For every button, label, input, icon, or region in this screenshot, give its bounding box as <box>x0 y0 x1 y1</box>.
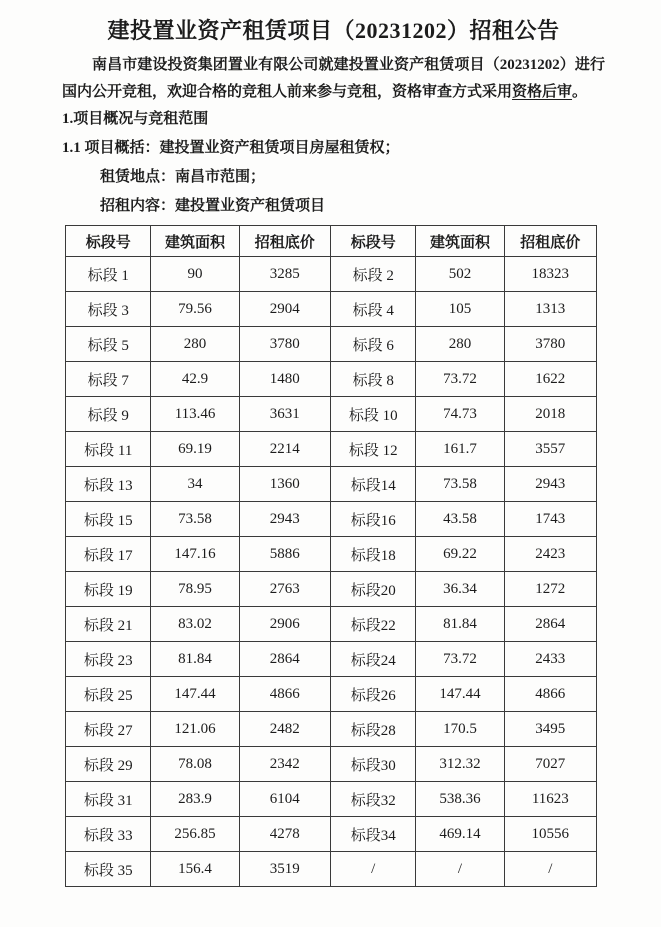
price-cell: 3631 <box>239 397 330 432</box>
underlined-phrase: 资格后审 <box>512 84 573 100</box>
column-header: 标段号 <box>66 226 151 257</box>
table-row <box>66 852 597 887</box>
column-header: 建筑面积 <box>416 226 504 257</box>
area-cell: 36.34 <box>416 572 504 607</box>
area-cell: 161.7 <box>416 432 504 467</box>
table-row <box>66 572 597 607</box>
area-cell: 73.72 <box>416 362 504 397</box>
section-id-cell: 标段 11 <box>66 432 151 467</box>
section-id-cell: 标段 9 <box>66 397 151 432</box>
area-cell: 256.85 <box>151 817 239 852</box>
section-id-cell: 标段16 <box>330 502 415 537</box>
table-row <box>66 747 597 782</box>
price-cell: 3519 <box>239 852 330 887</box>
price-cell: 1480 <box>239 362 330 397</box>
price-cell: 3557 <box>504 432 596 467</box>
column-header: 标段号 <box>330 226 415 257</box>
price-cell: 2018 <box>504 397 596 432</box>
section-1-heading: 1.项目概况与竞租范围 <box>62 111 209 127</box>
section-id-cell: 标段 21 <box>66 607 151 642</box>
price-cell: 1272 <box>504 572 596 607</box>
table-row <box>66 677 597 712</box>
price-cell: 2906 <box>239 607 330 642</box>
price-cell: 2864 <box>239 642 330 677</box>
section-id-cell: 标段30 <box>330 747 415 782</box>
area-cell: 79.56 <box>151 292 239 327</box>
price-cell: 3495 <box>504 712 596 747</box>
area-cell: 78.95 <box>151 572 239 607</box>
price-cell: 4866 <box>239 677 330 712</box>
area-cell: 34 <box>151 467 239 502</box>
area-cell: 469.14 <box>416 817 504 852</box>
intro-text-end: 。 <box>572 84 588 100</box>
price-cell: 11623 <box>504 782 596 817</box>
section-id-cell: 标段22 <box>330 607 415 642</box>
section-id-cell: 标段20 <box>330 572 415 607</box>
table-row <box>66 502 597 537</box>
section-id-cell: 标段 25 <box>66 677 151 712</box>
table-body <box>66 257 597 887</box>
column-header: 招租底价 <box>504 226 596 257</box>
price-cell: 4278 <box>239 817 330 852</box>
area-cell: 73.72 <box>416 642 504 677</box>
column-header: 建筑面积 <box>151 226 239 257</box>
table-row <box>66 607 597 642</box>
section-id-cell: 标段 8 <box>330 362 415 397</box>
area-cell: 73.58 <box>151 502 239 537</box>
area-cell: 74.73 <box>416 397 504 432</box>
area-cell: 81.84 <box>151 642 239 677</box>
area-cell: 105 <box>416 292 504 327</box>
price-cell: 1360 <box>239 467 330 502</box>
table-row <box>66 712 597 747</box>
price-cell: 1313 <box>504 292 596 327</box>
section-id-cell: 标段 7 <box>66 362 151 397</box>
section-id-cell: 标段 2 <box>330 257 415 292</box>
section-id-cell: 标段 23 <box>66 642 151 677</box>
area-cell: 283.9 <box>151 782 239 817</box>
section-id-cell: 标段 10 <box>330 397 415 432</box>
price-cell: 10556 <box>504 817 596 852</box>
section-id-cell: 标段 31 <box>66 782 151 817</box>
section-id-cell: 标段 3 <box>66 292 151 327</box>
section-id-cell: 标段18 <box>330 537 415 572</box>
item-1-1-overview: 1.1 项目概括：建投置业资产租赁项目房屋租赁权； <box>62 140 400 156</box>
section-id-cell: 标段 19 <box>66 572 151 607</box>
price-cell: 4866 <box>504 677 596 712</box>
section-id-cell: 标段 35 <box>66 852 151 887</box>
table-row <box>66 467 597 502</box>
lease-content-line: 招租内容：建投置业资产租赁项目 <box>100 198 326 214</box>
area-cell: 73.58 <box>416 467 504 502</box>
price-cell: 2763 <box>239 572 330 607</box>
price-cell: 2433 <box>504 642 596 677</box>
section-id-cell: 标段 33 <box>66 817 151 852</box>
section-id-cell: 标段 17 <box>66 537 151 572</box>
area-cell: 156.4 <box>151 852 239 887</box>
table-row <box>66 537 597 572</box>
area-cell: 81.84 <box>416 607 504 642</box>
table-row <box>66 362 597 397</box>
price-cell: 2482 <box>239 712 330 747</box>
area-cell: 43.58 <box>416 502 504 537</box>
table-row <box>66 257 597 292</box>
lease-location-line: 租赁地点：南昌市范围； <box>100 169 266 185</box>
section-id-cell: 标段 12 <box>330 432 415 467</box>
area-cell: 90 <box>151 257 239 292</box>
section-id-cell: 标段 27 <box>66 712 151 747</box>
price-cell: 2943 <box>504 467 596 502</box>
area-cell: 69.19 <box>151 432 239 467</box>
section-id-cell: 标段28 <box>330 712 415 747</box>
price-cell: 3780 <box>239 327 330 362</box>
price-cell: 3285 <box>239 257 330 292</box>
price-cell: 2342 <box>239 747 330 782</box>
table-row <box>66 782 597 817</box>
area-cell: 280 <box>416 327 504 362</box>
area-cell: 170.5 <box>416 712 504 747</box>
table-row <box>66 432 597 467</box>
area-cell: 121.06 <box>151 712 239 747</box>
price-cell: 1743 <box>504 502 596 537</box>
section-id-cell: 标段14 <box>330 467 415 502</box>
price-cell: / <box>504 852 596 887</box>
bid-sections-table <box>65 225 597 887</box>
area-cell: 42.9 <box>151 362 239 397</box>
table-row <box>66 642 597 677</box>
price-cell: 7027 <box>504 747 596 782</box>
area-cell: 78.08 <box>151 747 239 782</box>
price-cell: 18323 <box>504 257 596 292</box>
price-cell: 2214 <box>239 432 330 467</box>
area-cell: 312.32 <box>416 747 504 782</box>
price-cell: 6104 <box>239 782 330 817</box>
section-id-cell: 标段 6 <box>330 327 415 362</box>
document-title: 建投置业资产租赁项目（20231202）招租公告 <box>107 18 560 43</box>
price-cell: 1622 <box>504 362 596 397</box>
section-id-cell: 标段 1 <box>66 257 151 292</box>
price-cell: 2904 <box>239 292 330 327</box>
section-id-cell: 标段 13 <box>66 467 151 502</box>
price-cell: 2943 <box>239 502 330 537</box>
table-row <box>66 397 597 432</box>
section-id-cell: 标段 29 <box>66 747 151 782</box>
area-cell: 280 <box>151 327 239 362</box>
intro-text: 南昌市建设投资集团置业有限公司就建投置业资产租赁项目（20231202）进行国内公开竞租，欢迎合格的竞租人前来参与竞租，资格审查方式采用 <box>62 57 605 100</box>
table-header-row <box>66 226 597 257</box>
area-cell: 147.44 <box>151 677 239 712</box>
section-id-cell: 标段26 <box>330 677 415 712</box>
area-cell: 83.02 <box>151 607 239 642</box>
intro-paragraph <box>62 52 605 106</box>
table-row <box>66 327 597 362</box>
section-id-cell: 标段 4 <box>330 292 415 327</box>
area-cell: 538.36 <box>416 782 504 817</box>
table-row <box>66 292 597 327</box>
section-id-cell: 标段34 <box>330 817 415 852</box>
section-id-cell: 标段 5 <box>66 327 151 362</box>
price-cell: 2423 <box>504 537 596 572</box>
area-cell: 113.46 <box>151 397 239 432</box>
area-cell: 502 <box>416 257 504 292</box>
column-header: 招租底价 <box>239 226 330 257</box>
price-cell: 2864 <box>504 607 596 642</box>
price-cell: 3780 <box>504 327 596 362</box>
section-id-cell: 标段24 <box>330 642 415 677</box>
section-id-cell: 标段32 <box>330 782 415 817</box>
section-id-cell: 标段 15 <box>66 502 151 537</box>
area-cell: 147.44 <box>416 677 504 712</box>
table-header <box>66 226 597 257</box>
area-cell: / <box>416 852 504 887</box>
area-cell: 69.22 <box>416 537 504 572</box>
section-id-cell: / <box>330 852 415 887</box>
area-cell: 147.16 <box>151 537 239 572</box>
price-cell: 5886 <box>239 537 330 572</box>
table-row <box>66 817 597 852</box>
